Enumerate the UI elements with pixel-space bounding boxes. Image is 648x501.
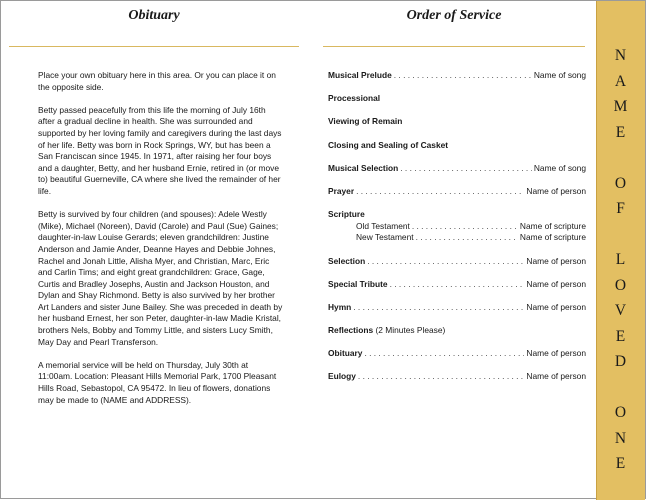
service-item-value: Name of song bbox=[533, 162, 586, 173]
service-item-title: Eulogy bbox=[328, 371, 356, 382]
service-item-viewing bbox=[328, 116, 586, 128]
service-item-title: Viewing of Remain bbox=[328, 116, 403, 127]
banner-letter: V bbox=[614, 302, 628, 319]
dot-leader bbox=[364, 348, 524, 360]
obituary-paragraph: Place your own obituary here in this area. Or you can place it on the opposite side. bbox=[38, 70, 276, 92]
service-item-title: Scripture bbox=[328, 209, 365, 220]
scripture-label: Old Testament bbox=[356, 220, 410, 231]
service-item-title: Closing and Sealing of Casket bbox=[328, 139, 449, 150]
order-of-service-column bbox=[323, 1, 593, 500]
banner-letter: N bbox=[614, 429, 628, 447]
service-item-musical-prelude bbox=[328, 70, 586, 82]
obituary-paragraph: Betty is survived by four children (and spouses): Adele Westly (Mike), Michael (Noreen), David (Carole) and Paul (Sue) Gaines; daughter-in-law Louise Gerards; eleven grandchildren: Justine Anderson and Jamie Ander, Deanne Hayes and Debbie Johnes, Rachel and Jonah Little, Alisha Myer, and Christian, Marc, Eric and Carlin Tims; and eight great grandchildren: Grace, Gage, Curtis and Bradley Josephs, Austin and Jackson Houston, and Dylan and Shay Richmond. Betty is also survived by her brother Art Landers and sister June Bailey. She was preceded in death by her husband Ernest, her son Peter, daughter-in-law Madie Kristal, brothers Nels, Bobby and Tommy Little, and sisters Lucy Smith, May Day and Pearl Transferson. bbox=[38, 209, 283, 347]
obituary-paragraph: A memorial service will be held on Thursday, July 30th at 11:00am. Location: Pleasant Hills Memorial Park, 1700 Pleasant Hills Road, Sebastopol, CA 95472. In lieu of flowers, donations may be made to (NAME and ADDRESS). bbox=[38, 359, 277, 405]
service-item-title: Musical Prelude bbox=[328, 70, 392, 80]
service-item-note: (2 Minutes Please) bbox=[373, 325, 446, 336]
obituary-heading: Obituary bbox=[9, 1, 299, 47]
dot-leader bbox=[394, 70, 532, 82]
service-item-value: Name of person bbox=[526, 255, 586, 266]
banner-letter bbox=[597, 375, 645, 401]
service-item-title: Prayer bbox=[328, 185, 355, 196]
dot-leader bbox=[412, 221, 518, 233]
service-list bbox=[328, 70, 586, 383]
service-item-processional bbox=[328, 93, 586, 105]
banner-letter bbox=[597, 222, 645, 248]
banner-letter: O bbox=[614, 404, 628, 421]
service-item-value: Name of person bbox=[526, 371, 586, 382]
service-item-special-tribute bbox=[328, 279, 586, 291]
service-item-title: Obituary bbox=[328, 348, 363, 359]
banner-letter bbox=[597, 145, 645, 171]
banner-letter: E bbox=[615, 327, 627, 345]
banner-letter: D bbox=[614, 353, 628, 370]
service-item-selection bbox=[328, 256, 586, 268]
service-item-title: Processional bbox=[328, 93, 381, 104]
dot-leader bbox=[400, 163, 532, 175]
service-item-title: Selection bbox=[328, 255, 366, 266]
dot-leader bbox=[353, 302, 524, 314]
scripture-new-testament bbox=[328, 232, 586, 244]
banner-letter: O bbox=[614, 276, 628, 294]
scripture-value: Name of scripture bbox=[519, 220, 586, 231]
obituary-paragraph: Betty passed peacefully from this life the morning of July 16th after a gradual decline in health. She was surrounded and supported by her loving family and caregivers during the last days of her life. Betty was born in Rock Springs, WY, but has been a San Franciscan since 1945. In 1971, after raising her four boys and a daughter, Betty, and her husband Ernie, retired in (or move to) beautiful Guerneville, CA where she lived the remainder of her life. bbox=[38, 104, 282, 196]
dot-leader bbox=[416, 232, 518, 244]
banner-letter: E bbox=[615, 455, 627, 472]
scripture-old-testament bbox=[328, 221, 586, 233]
service-item-value: Name of person bbox=[526, 278, 586, 289]
name-of-loved-one-vertical bbox=[597, 43, 645, 477]
dot-leader bbox=[390, 279, 525, 291]
banner-letter: E bbox=[615, 123, 627, 141]
banner-letter: F bbox=[616, 200, 626, 217]
service-item-musical-selection bbox=[328, 163, 586, 175]
service-item-reflections bbox=[328, 325, 586, 337]
service-item-title: Hymn bbox=[328, 301, 352, 312]
banner-letter: L bbox=[615, 251, 627, 268]
service-item-value: Name of person bbox=[526, 301, 586, 312]
dot-leader bbox=[367, 256, 524, 268]
service-item-title: Special Tribute bbox=[328, 278, 388, 289]
service-item-prayer bbox=[328, 186, 586, 198]
banner-letter: N bbox=[614, 47, 628, 64]
banner-letter: O bbox=[614, 174, 628, 192]
scripture-label: New Testament bbox=[356, 232, 414, 243]
service-item-eulogy bbox=[328, 371, 586, 383]
banner-letter: M bbox=[613, 98, 629, 115]
service-item-value: Name of person bbox=[526, 185, 586, 196]
service-item-obituary bbox=[328, 348, 586, 360]
service-item-value: Name of song bbox=[533, 70, 586, 80]
scripture-value: Name of scripture bbox=[519, 232, 586, 243]
service-item-hymn bbox=[328, 302, 586, 314]
banner-letter: A bbox=[614, 72, 628, 90]
dot-leader bbox=[356, 186, 524, 198]
obituary-text bbox=[38, 70, 284, 418]
obituary-column bbox=[9, 1, 311, 500]
service-item-value: Name of person bbox=[526, 348, 586, 359]
service-item-title: Musical Selection bbox=[328, 162, 399, 173]
service-item-scripture bbox=[328, 209, 586, 221]
name-banner bbox=[596, 1, 645, 500]
service-item-closing bbox=[328, 140, 586, 152]
service-item-title: Reflections bbox=[328, 325, 374, 336]
order-of-service-heading: Order of Service bbox=[323, 1, 585, 47]
dot-leader bbox=[358, 371, 524, 383]
